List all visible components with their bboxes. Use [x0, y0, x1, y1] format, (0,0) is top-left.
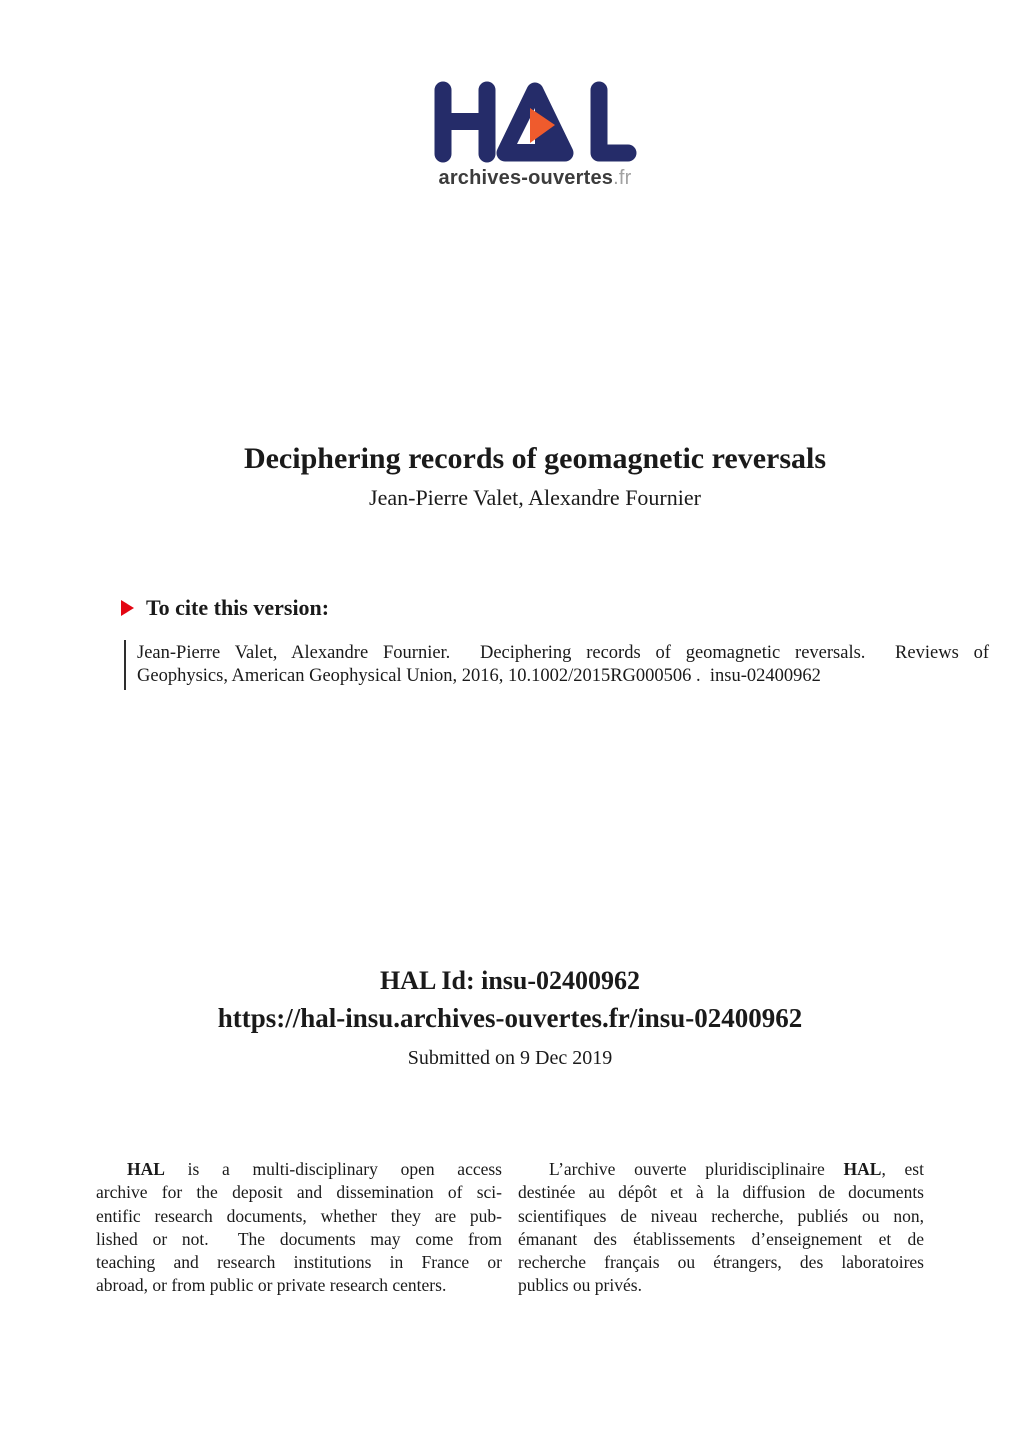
text-line: lished or not. The documents may come from: [96, 1228, 502, 1249]
text-line: Jean-Pierre Valet, Alexandre Fournier. Deciphering records of geomagnetic reversals. Reviews of: [137, 643, 989, 663]
text-line: recherche français ou étrangers, des laboratoires: [518, 1252, 924, 1273]
hal-bold: HAL: [843, 1159, 882, 1179]
lead-prefix: L’archive ouverte pluridisciplinaire: [549, 1159, 844, 1179]
submission-date: Submitted on 9 Dec 2019: [407, 1047, 613, 1069]
logo-letter-l: [599, 90, 628, 153]
text-line: abroad, or from public or private research centers.: [96, 1275, 447, 1296]
text-line: [96, 1158, 502, 1181]
about-hal-columns: [96, 1158, 924, 1298]
hal-url-link[interactable]: https://hal-insu.archives-ouvertes.fr/insu-02400962: [217, 1003, 803, 1033]
hal-logo: [433, 80, 637, 190]
text-line: destinée au dépôt et à la diffusion de documents: [518, 1182, 924, 1203]
french-paragraph-lines: [518, 1181, 924, 1297]
logo-letter-h: [443, 90, 487, 154]
hal-bold: HAL: [127, 1159, 165, 1179]
logo-tagline: [433, 167, 637, 190]
paper-authors: Jean-Pierre Valet, Alexandre Fournier: [369, 485, 701, 510]
text-line: publics ou privés.: [518, 1275, 642, 1296]
red-triangle-bullet-icon: [121, 600, 134, 616]
text-line: teaching and research institutions in France or: [96, 1252, 502, 1273]
english-paragraph-lines: [96, 1181, 502, 1297]
cite-heading-label: To cite this version:: [146, 595, 330, 620]
hal-id: HAL Id: insu-02400962: [379, 966, 641, 995]
text-line: émanant des établissements d’enseignement et de: [518, 1228, 924, 1249]
hal-logo-mark: [433, 80, 637, 164]
about-hal-english: [96, 1158, 502, 1298]
tagline-domain: .fr: [613, 167, 632, 189]
tagline-main: archives-ouvertes: [438, 167, 614, 189]
citation-block: [124, 640, 989, 690]
lead-rest: is a multi-disciplinary open access: [164, 1159, 502, 1179]
text-line: [518, 1158, 924, 1181]
paper-title: Deciphering records of geomagnetic reversals: [243, 442, 827, 475]
text-line: Geophysics, American Geophysical Union, 2016, 10.1002/2015RG000506 . insu-02400962: [137, 666, 821, 686]
text-line: scientifiques de niveau recherche, publiés ou non,: [518, 1205, 924, 1226]
text-line: entific research documents, whether they are pub-: [96, 1205, 502, 1226]
lead-rest: , est: [881, 1159, 924, 1179]
cite-section-heading: [121, 595, 329, 621]
about-hal-french: [518, 1158, 924, 1298]
text-line: archive for the deposit and dissemination of sci-: [96, 1182, 502, 1203]
